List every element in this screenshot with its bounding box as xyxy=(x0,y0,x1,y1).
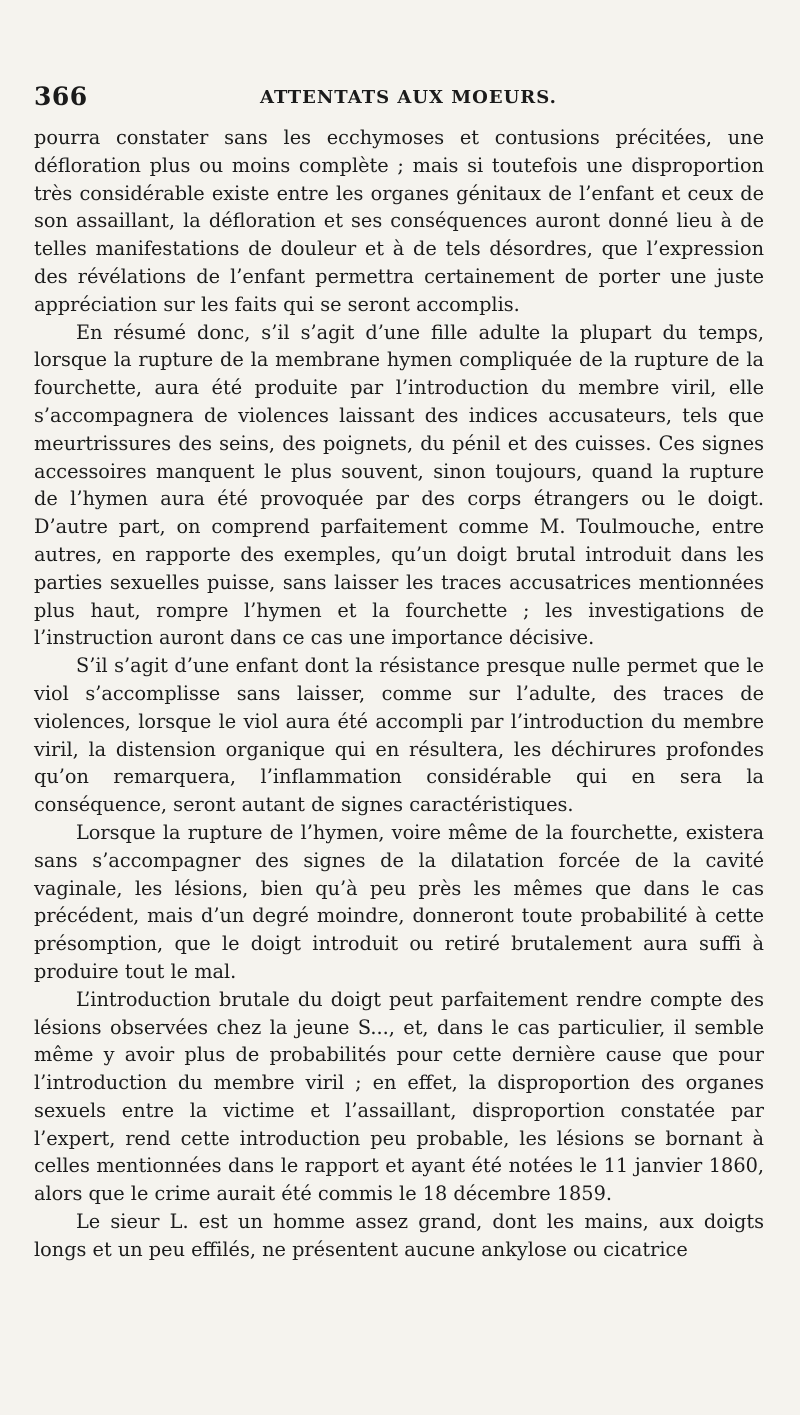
running-title: ATTENTATS AUX MOEURS. xyxy=(260,87,557,108)
paragraph-rupture-hymen: Lorsque la rupture de l’hymen, voire même de la fourchette, existera sans s’accompagner des signes de la dilatation forcée de la cavité vaginale, les lésions, bien qu’à peu près les mêmes que dans le cas précédent, mais d’un degré moindre, donneront toute probabilité à cette présomption, que le doigt introduit ou retiré brutalement aura suffi à produire tout le mal. xyxy=(34,820,764,983)
page-number: 366 xyxy=(34,82,88,111)
paragraph-sieur-l: Le sieur L. est un homme assez grand, dont les mains, aux doigts longs et un peu effilés, ne présentent aucune ankylose ou cicatrice xyxy=(34,1210,764,1261)
paragraph-introduction-doigt: L’introduction brutale du doigt peut parfaitement rendre compte des lésions observées chez la jeune S..., et, dans le cas particulier, il semble même y avoir plus de probabilités pour cette dernière cause que pour l’introduction du membre viril ; en effet, la disproportion des organes sexuels entre la victime et l’assaillant, disproportion constatée par l’expert, rend cette introduction peu probable, les lésions se bornant à celles mentionnées dans le rapport et ayant été notées le 11 janvier 1860, alors que le crime aurait été commis le 18 décembre 1859. xyxy=(34,987,764,1206)
paragraph-continuation: pourra constater sans les ecchymoses et contusions précitées, une défloration plus ou moins complète ; mais si toutefois une disproportion très considérable existe entre les organes génitaux de l’enfant et ceux de son assaillant, la défloration et ses conséquences auront donné lieu à de telles manifestations de douleur et à de tels désordres, que l’expression des révélations de l’enfant permettra certainement de porter une juste appréciation sur les faits qui se seront accomplis. xyxy=(34,126,764,316)
paragraph-en-resume: En résumé donc, s’il s’agit d’une fille adulte la plupart du temps, lorsque la rupture de la membrane hymen compliquée de la rupture de la fourchette, aura été produite par l’introduction du membre viril, elle s’accompagnera de violences laissant des indices accusateurs, tels que meurtrissures des seins, des poignets, du pénil et des cuisses. Ces signes accessoires manquent le plus souvent, sinon toujours, quand la rupture de l’hymen aura été provoquée par des corps étrangers ou le doigt. D’autre part, on comprend parfaitement comme M. Toulmouche, entre autres, en rapporte des exemples, qu’un doigt brutal introduit dans les parties sexuelles puisse, sans laisser les traces accusatrices mentionnées plus haut, rompre l’hymen et la fourchette ; les investigations de l’instruction auront dans ce cas une importance décisive. xyxy=(34,320,764,650)
paragraph-enfant: S’il s’agit d’une enfant dont la résistance presque nulle permet que le viol s’accomplisse sans laisser, comme sur l’adulte, des traces de violences, lorsque le viol aura été accompli par l’introduction du membre viril, la distension organique qui en résultera, les déchirures profondes qu’on remarquera, l’inflammation considérable qui en sera la conséquence, seront autant de signes caractéristiques. xyxy=(34,654,764,817)
body-text xyxy=(34,124,764,1264)
page-header xyxy=(34,82,764,112)
